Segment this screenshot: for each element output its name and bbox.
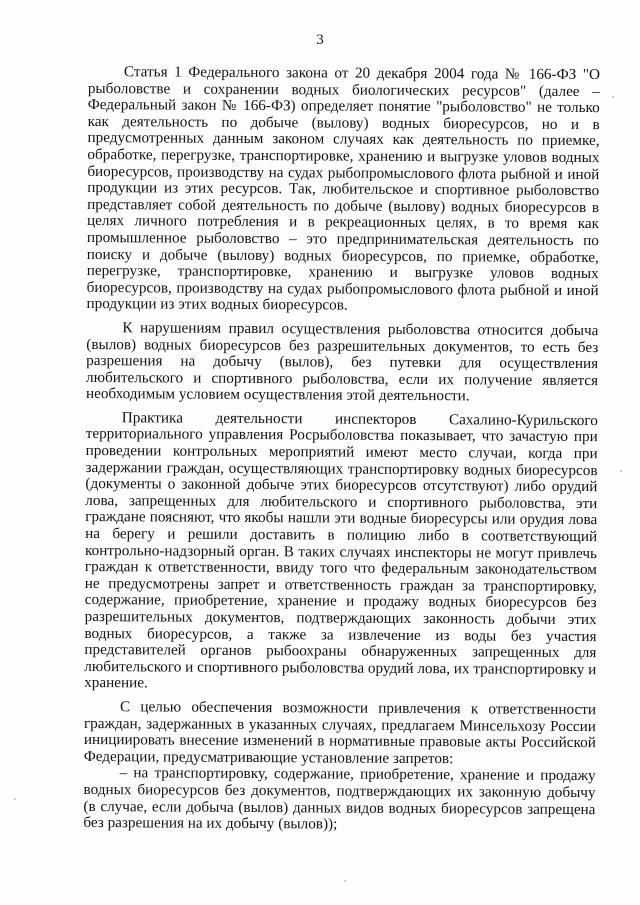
paragraph-inspection-practice: Практика деятельности инспекторов Сахалино-Курильского территориального управления Росрыболовства показывает, что зачастую при проведении контрольных мероприятий имеют место случаи, когда при задержании граждан, осуществляющих транспортировку водных биоресурсов (документы о законной добыче этих биоресурсов отсутствуют) либо орудий лова, запрещенных для любительского и спортивного рыболовства, эти граждане поясняют, что якобы нашли эти водные биоресурсы или орудия лова на берегу и решили доставить в полицию либо в соответствующий контрольно-надзорный орган. В таких случаях инспекторы не могут привлечь граждан к ответственности, ввиду того что федеральным законодательством не предусмотрены запрет и ответственность граждан за транспортировку, содержание, приобретение, хранение и продажу водных биоресурсов без разрешительных документов, подтверждающих законность добычи этих водных биоресурсов, а также за извлечение из воды без участия представителей органов рыбоохраны обнаруженных запрещенных для любительского и спортивного рыболовства орудий лова, их транспортировку и хранение. <box>84 409 598 692</box>
scan-speck <box>620 470 622 472</box>
document-body <box>83 64 600 835</box>
paragraph-fishing-definition: Статья 1 Федерального закона от 20 декабря 2004 года № 166-ФЗ "О рыболовстве и сохранении водных биологических ресурсов" (далее – Федеральный закон № 166-ФЗ) определяет понятие "рыболовство" не только как деятельность по добыче (вылову) водных биоресурсов, но и в предусмотренных данным законом случаях как деятельность по приемке, обработке, перегрузке, транспортировке, хранению и выгрузке уловов водных биоресурсов, производству на судах рыбопромыслового флота рыбной и иной продукции из этих ресурсов. Так, любительское и спортивное рыболовство представляет собой деятельность по добыче (вылову) водных биоресурсов в целях личного потребления и в рекреационных целях, в то время как промышленное рыболовство – это предпринимательская деятельность по поиску и добыче (вылову) водных биоресурсов, по приемке, обработке, перегрузке, транспортировке, хранению и выгрузке уловов водных биоресурсов, производству на судах рыбопромыслового флота рыбной и иной продукции из этих водных биоресурсов. <box>86 63 600 314</box>
paragraph-proposal: С целью обеспечения возможности привлечения к ответственности граждан, задержанных в указанных случаях, предлагаем Минсельхозу России инициировать внесение изменений в нормативные правовые акты Российской Федерации, предусматривающие установление запретов: <box>83 698 597 767</box>
scan-speck <box>344 880 346 882</box>
list-item-transport-ban: – на транспортировку, содержание, приобретение, хранение и продажу водных биоресурсов без документов, подтверждающих их законную добычу (в случае, если добыча (вылов) данных видов водных биоресурсов запрещена без разрешения на их добычу (вылов)); <box>83 764 596 833</box>
scan-speck <box>14 798 16 800</box>
scan-speck <box>612 96 614 98</box>
paragraph-violations: К нарушениям правил осуществления рыболовства относится добыча (вылов) водных биоресурсов без разрешительных документов, то есть без разрешения на добычу (вылов), без путевки для осуществления любительского и спортивного рыболовства, если их получение является необходимым условием осуществления этой деятельности. <box>85 319 599 405</box>
page-number: 3 <box>316 32 324 48</box>
